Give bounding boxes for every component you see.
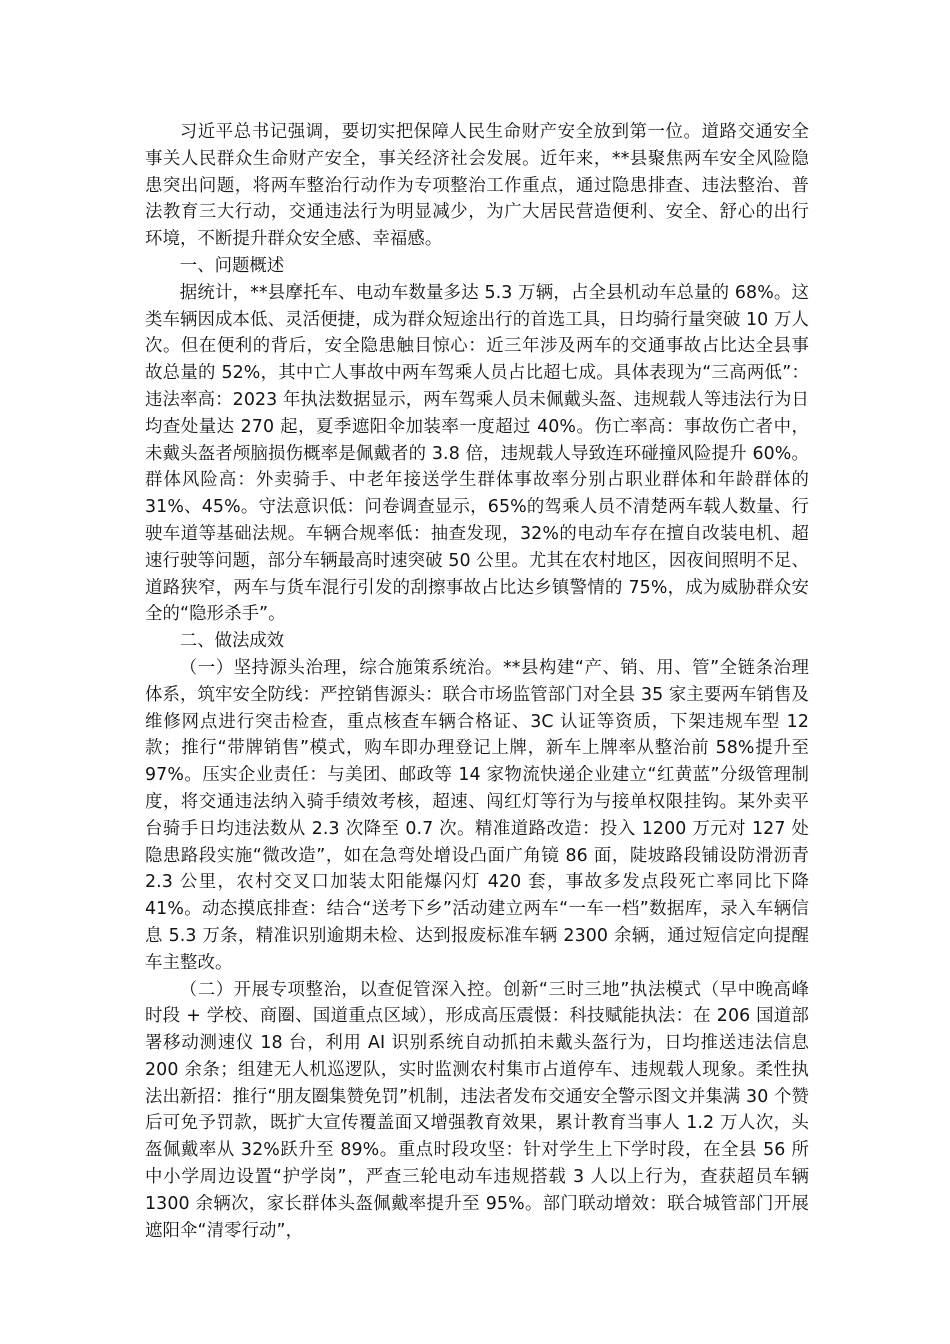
- section-heading-overview: 一、问题概述: [179, 255, 285, 276]
- measures-paragraph-2: （二）开展专项整治，以查促管深入控。创新“三时三地”执法模式（早中晚高峰时段 + 学校、商圈、国道重点区域），形成高压震慑：科技赋能执法：在 206 国道部署移动测速仪 18 台，利用 AI 识别系统自动抓拍未戴头盔行为，日均推送违法信息 200 余条；组建无人机巡逻队，实时监测农村集市占道停车、违规载人现象。柔性执法出新招：推行“朋友圈集赞免罚”机制，违法者发布交通安全警示图文并集满 30 个赞后可免予罚款，既扩大宣传覆盖面又增强教育效果，累计教育当事人 1.2 万人次，头盔佩戴率从 32%跃升至 89%。重点时段攻坚：针对学生上下学时段，在全县 56 所中小学周边设置“护学岗”，严查三轮电动车违规搭载 3 人以上行为，查获超员车辆 1300 余辆次，家长群体头盔佩戴率提升至 95%。部门联动增效：联合城管部门开展遮阳伞“清零行动”，: [145, 979, 809, 1241]
- measures-paragraph-1: （一）坚持源头治理，综合施策系统治。**县构建“产、销、用、管”全链条治理体系，筑牢安全防线：严控销售源头：联合市场监管部门对全县 35 家主要两车销售及维修网点进行突击检查，重点核查车辆合格证、3C 认证等资质，下架违规车型 12 款；推行“带牌销售”模式，购车即办理登记上牌，新车上牌率从整治前 58%提升至 97%。压实企业责任：与美团、邮政等 14 家物流快递企业建立“红黄蓝”分级管理制度，将交通违法纳入骑手绩效考核，超速、闯红灯等行为与接单权限挂钩。某外卖平台骑手日均违法数从 2.3 次降至 0.7 次。精准道路改造：投入 1200 万元对 127 处隐患路段实施“微改造”，如在急弯处增设凸面广角镜 86 面，陡坡路段铺设防滑沥青 2.3 公里，农村交叉口加装太阳能爆闪灯 420 套，事故多发点段死亡率同比下降 41%。动态摸底排查：结合“送考下乡”活动建立两车“一车一档”数据库，录入车辆信息 5.3 万条，精准识别逾期未检、达到报废标准车辆 2300 余辆，通过短信定向提醒车主整改。: [145, 657, 809, 973]
- intro-paragraph: 习近平总书记强调，要切实把保障人民生命财产安全放到第一位。道路交通安全事关人民群众生命财产安全，事关经济社会发展。近年来，**县聚焦两车安全风险隐患突出问题，将两车整治行动作为专项整治工作重点，通过隐患排查、违法整治、普法教育三大行动，交通违法行为明显减少，为广大居民营造便利、安全、舒心的出行环境，不断提升群众安全感、幸福感。: [145, 122, 809, 250]
- document-page: [145, 119, 809, 1244]
- overview-paragraph: 据统计，**县摩托车、电动车数量多达 5.3 万辆，占全县机动车总量的 68%。这类车辆因成本低、灵活便捷，成为群众短途出行的首选工具，日均骑行量突破 10 万人次。但在便利的背后，安全隐患触目惊心：近三年涉及两车的交通事故占比达全县事故总量的 52%，其中亡人事故中两车驾乘人员占比超七成。具体表现为“三高两低”：违法率高：2023 年执法数据显示，两车驾乘人员未佩戴头盔、违规载人等违法行为日均查处量达 270 起，夏季遮阳伞加装率一度超过 40%。伤亡率高：事故伤亡者中，未戴头盔者颅脑损伤概率是佩戴者的 3.8 倍，违规载人导致连环碰撞风险提升 60%。群体风险高：外卖骑手、中老年接送学生群体事故率分别占职业群体和年龄群体的 31%、45%。守法意识低：问卷调查显示，65%的驾乘人员不清楚两车载人数量、行驶车道等基础法规。车辆合规率低：抽查发现，32%的电动车存在擅自改装电机、超速行驶等问题，部分车辆最高时速突破 50 公里。尤其在农村地区，因夜间照明不足、道路狭窄，两车与货车混行引发的刮擦事故占比达乡镇警情的 75%，成为威胁群众安全的“隐形杀手”。: [145, 282, 809, 625]
- section-heading-measures: 二、做法成效: [179, 631, 285, 652]
